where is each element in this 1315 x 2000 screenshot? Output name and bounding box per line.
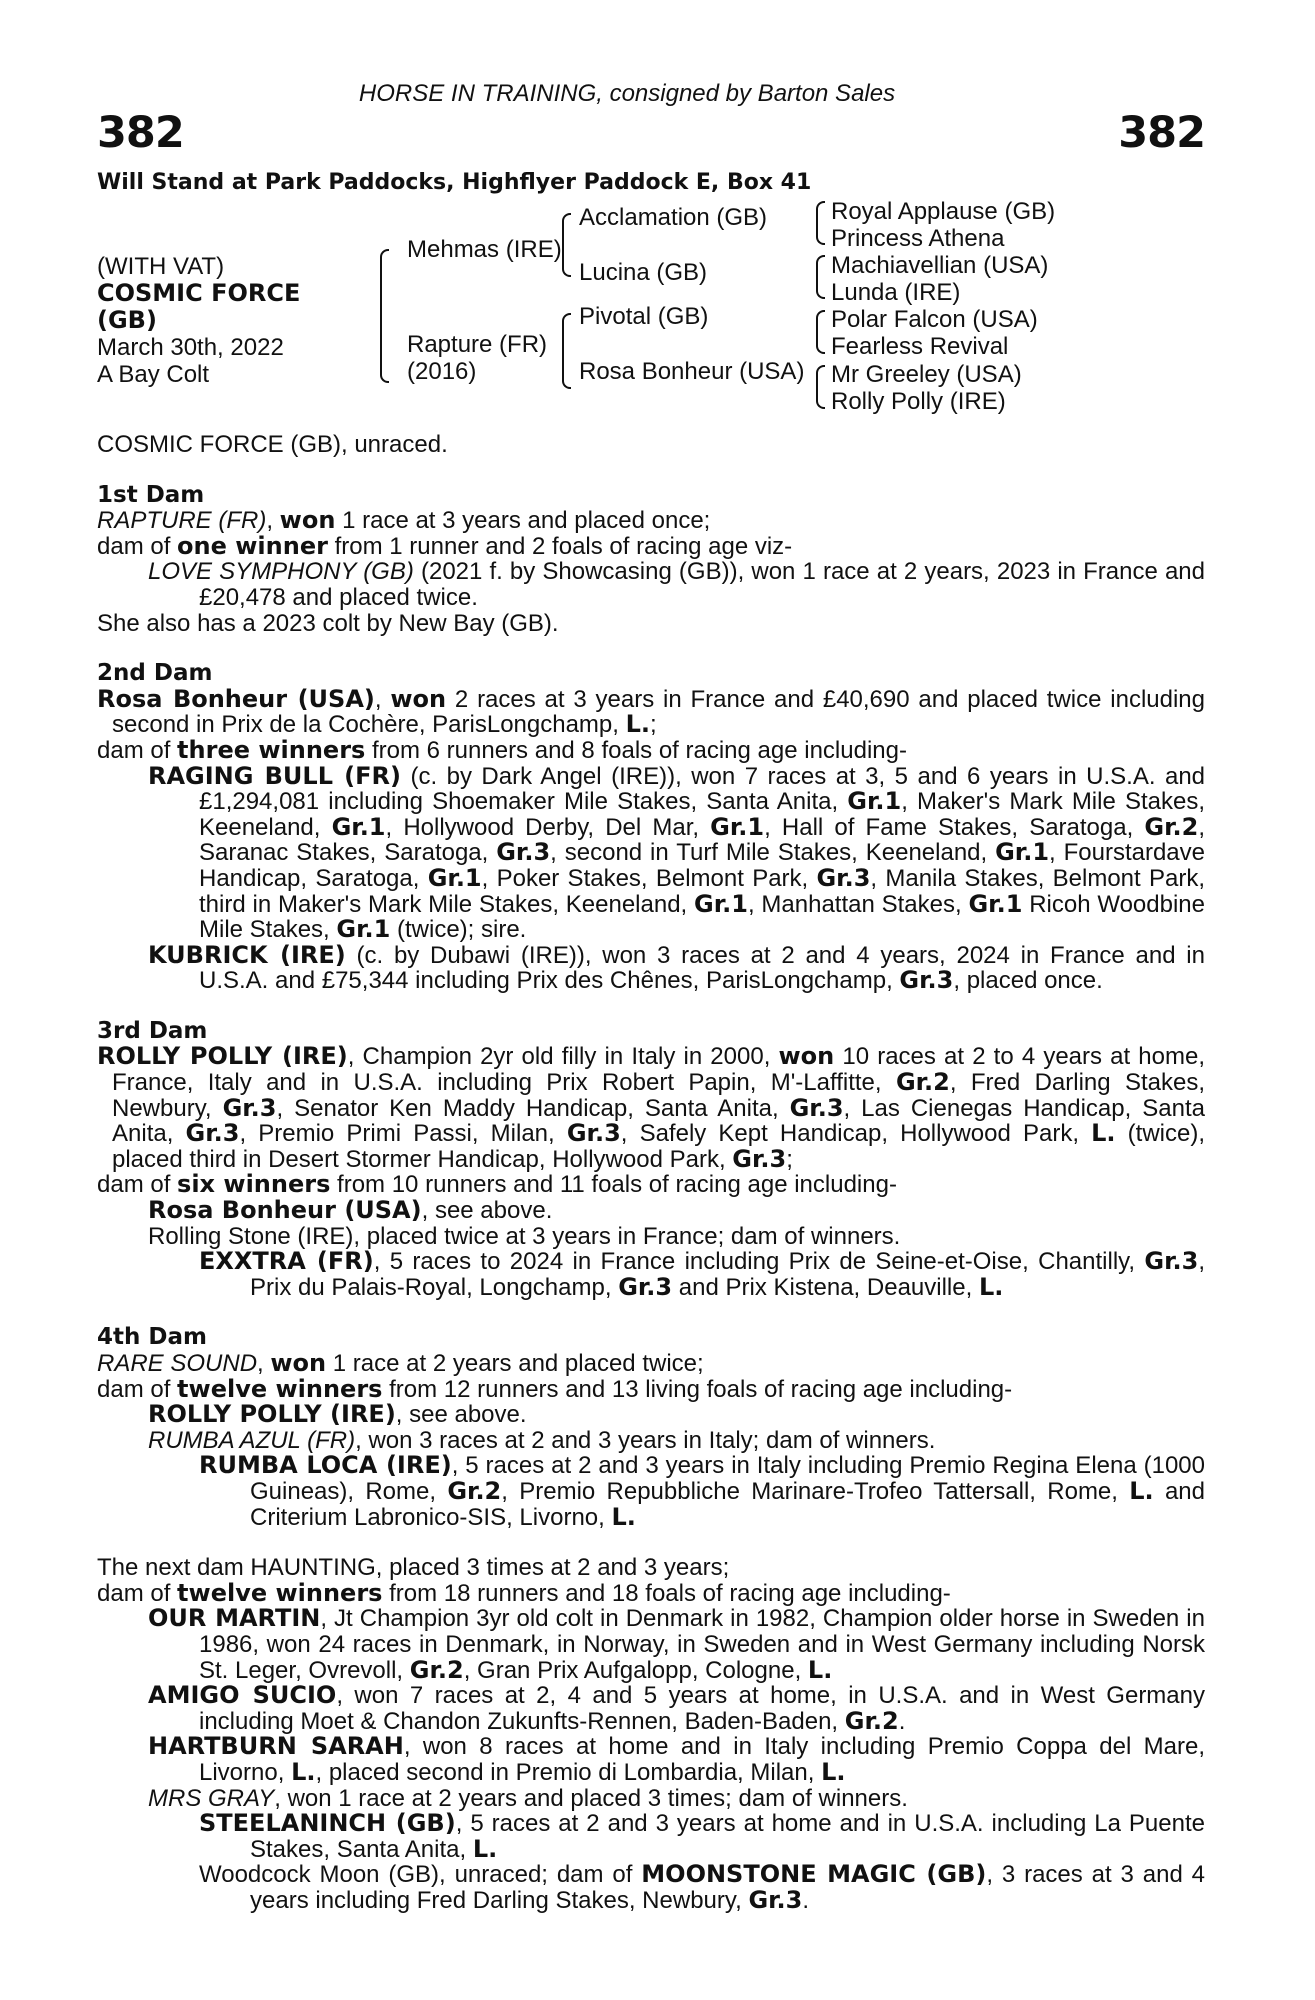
fourth-dam-line: RARE SOUND, won 1 race at 2 years and placed twice; [97,1349,704,1377]
pedigree-sire-sire: Acclamation (GB) [579,204,768,231]
produce-entry: MRS GRAY, won 1 race at 2 years and placed 3 times; dam of winners. [148,1784,908,1812]
stand-location: Will Stand at Park Paddocks, Highflyer Paddock E, Box 41 [97,170,812,195]
pedigree-dam-year: (2016) [407,358,477,385]
pedigree-g3-7: Mr Greeley (USA) [831,361,1022,388]
pedigree-g3-5: Polar Falcon (USA) [831,306,1038,333]
produce-entry: OUR MARTIN, Jt Champion 3yr old colt in Denmark in 1982, Champion older horse in Sweden in 1986, won 24 races in Denmark, in Norway, in Sweden and in West Germany including Norsk St. Leger, Ovrevoll, Gr.2, Gran Prix Aufgalopp, Cologne, L. [148,1604,1205,1684]
next-dam-produce-summary: dam of twelve winners from 18 runners and 18 foals of racing age including- [97,1578,951,1607]
produce-entry: RUMBA LOCA (IRE), 5 races at 2 and 3 years in Italy including Premio Regina Elena (1000 Guineas), Rome, Gr.2, Premio Repubbliche Marinare-Trofeo Tattersall, Rome, L. and Criterium Labronico-SIS, Livorno, L. [199,1451,1206,1531]
pedigree-dam-dam: Rosa Bonheur (USA) [579,358,805,385]
first-dam-section [97,483,1205,637]
next-dam-section [97,1555,1205,1913]
first-dam-note: She also has a 2023 colt by New Bay (GB). [97,609,559,637]
second-dam-section [97,661,1205,994]
first-dam-line: RAPTURE (FR), won 1 race at 3 years and placed once; [97,506,711,535]
horse-name-line1: COSMIC FORCE [97,279,301,307]
fourth-dam-heading: 4th Dam [97,1324,207,1351]
third-dam-produce-summary: dam of six winners from 10 runners and 11 foals of racing age including- [97,1170,897,1199]
pedigree-dam-sire: Pivotal (GB) [579,303,709,330]
produce-entry: Rosa Bonheur (USA), see above. [148,1196,553,1225]
catalogue-content [97,432,1205,1938]
fourth-dam-section [97,1325,1205,1530]
pedigree-g3-1: Royal Applause (GB) [831,198,1056,225]
horse-name-line2: (GB) [97,306,157,334]
produce-entry: RAGING BULL (FR) (c. by Dark Angel (IRE)), won 7 races at 3, 5 and 6 years in U.S.A. and £1,294,081 including Shoemaker Mile Stakes, Santa Anita, Gr.1, Maker's Mark Mile Stakes, Keeneland, Gr.1, Hollywood Derby, Del Mar, Gr.1, Hall of Fame Stakes, Saratoga, Gr.2, Saranac Stakes, Saratoga, Gr.3, second in Turf Mile Stakes, Keeneland, Gr.1, Fourstardave Handicap, Saratoga, Gr.1, Poker Stakes, Belmont Park, Gr.3, Manila Stakes, Belmont Park, third in Maker's Mark Mile Stakes, Keeneland, Gr.1, Manhattan Stakes, Gr.1 Ricoh Woodbine Mile Stakes, Gr.1 (twice); sire. [148,761,1206,944]
pedigree-g3-8: Rolly Polly (IRE) [831,388,1006,415]
gen3-brace-1 [816,201,825,245]
pedigree-sire: Mehmas (IRE) [407,236,562,263]
first-dam-heading: 1st Dam [97,481,205,508]
fourth-dam-produce-summary: dam of twelve winners from 12 runners and 13 living foals of racing age including- [97,1374,1013,1403]
second-dam-line: Rosa Bonheur (USA), won 2 races at 3 years in France and £40,690 and placed twice including second in Prix de la Cochère, ParisLongchamp, L.; [97,684,1205,739]
produce-entry: KUBRICK (IRE) (c. by Dubawi (IRE)), won 3 races at 2 and 4 years, 2024 in France and in U.S.A. and £75,344 including Prix des Chênes, ParisLongchamp, Gr.3, placed once. [148,940,1205,995]
sire-dam-brace [380,249,389,383]
subject-horse [97,253,300,388]
gen3-brace-2 [816,255,825,299]
produce-entry: STEELANINCH (GB), 5 races at 2 and 3 years at home and in U.S.A. including La Puente Stakes, Santa Anita, L. [199,1809,1205,1863]
sire-line-brace [562,213,571,277]
third-dam-section [97,1019,1205,1301]
pedigree-table [97,198,1205,425]
pedigree-g3-2: Princess Athena [831,225,1005,252]
third-dam-heading: 3rd Dam [97,1017,208,1044]
produce-entry: LOVE SYMPHONY (GB) (2021 f. by Showcasing (GB)), won 1 race at 2 years, 2023 in France and £20,478 and placed twice. [148,558,1206,611]
pedigree-g3-4: Lunda (IRE) [831,279,961,306]
third-dam-line: ROLLY POLLY (IRE), Champion 2yr old filly in Italy in 2000, won 10 races at 2 to 4 years at home, France, Italy and in U.S.A. including Prix Robert Papin, M'-Laffitte, Gr.2, Fred Darling Stakes, Newbury, Gr.3, Senator Ken Maddy Handicap, Santa Anita, Gr.3, Las Cienegas Handicap, Santa Anita, Gr.3, Premio Primi Passi, Milan, Gr.3, Safely Kept Handicap, Hollywood Park, L. (twice), placed third in Desert Stormer Handicap, Hollywood Park, Gr.3; [97,1042,1206,1173]
horse-description: A Bay Colt [97,361,210,388]
produce-entry: HARTBURN SARAH, won 8 races at home and in Italy including Premio Coppa del Mare, Livorno, L., placed second in Premio di Lombardia, Milan, L. [148,1732,1205,1786]
gen3-brace-3 [816,310,825,354]
consignment-header: HORSE IN TRAINING, consigned by Barton Sales [358,80,896,107]
second-dam-produce-summary: dam of three winners from 6 runners and 8 foals of racing age including- [97,735,907,764]
race-record: COSMIC FORCE (GB), unraced. [97,431,448,458]
vat-note: (WITH VAT) [97,253,225,280]
dam-name: RAPTURE (FR) [97,507,267,535]
produce-entry: Rolling Stone (IRE), placed twice at 3 years in France; dam of winners. [148,1222,901,1250]
gen3-brace-4 [816,365,825,409]
pedigree-g3-3: Machiavellian (USA) [831,252,1049,279]
second-dam-heading: 2nd Dam [97,660,213,687]
produce-entry: EXXTRA (FR), 5 races to 2024 in France including Prix de Seine-et-Oise, Chantilly, Gr.3, Prix du Palais-Royal, Longchamp, Gr.3 and Prix Kistena, Deauville, L. [199,1247,1206,1301]
produce-entry: AMIGO SUCIO, won 7 races at 2, 4 and 5 years at home, in U.S.A. and in West Germany including Moet & Chandon Zukunfts-Rennen, Baden-Baden, Gr.2. [148,1681,1205,1735]
produce-entry: ROLLY POLLY (IRE), see above. [148,1400,527,1429]
produce-entry: RUMBA AZUL (FR), won 3 races at 2 and 3 years in Italy; dam of winners. [148,1426,936,1454]
first-dam-produce-summary: dam of one winner from 1 runner and 2 foals of racing age viz- [97,531,793,560]
next-dam-line: The next dam HAUNTING, placed 3 times at 2 and 3 years; [97,1554,730,1582]
pedigree-sire-dam: Lucina (GB) [579,259,708,286]
produce-entry: Woodcock Moon (GB), unraced; dam of MOONSTONE MAGIC (GB), 3 races at 3 and 4 years including Fred Darling Stakes, Newbury, Gr.3. [199,1860,1206,1914]
pedigree-dam: Rapture (FR) [407,331,548,358]
lot-number-left: 382 [97,108,184,158]
pedigree-g3-6: Fearless Revival [831,333,1009,360]
lot-number-right: 382 [1118,108,1205,158]
dam-line-brace [562,313,571,389]
race-record-section [97,432,1205,458]
foaled-date: March 30th, 2022 [97,334,284,361]
